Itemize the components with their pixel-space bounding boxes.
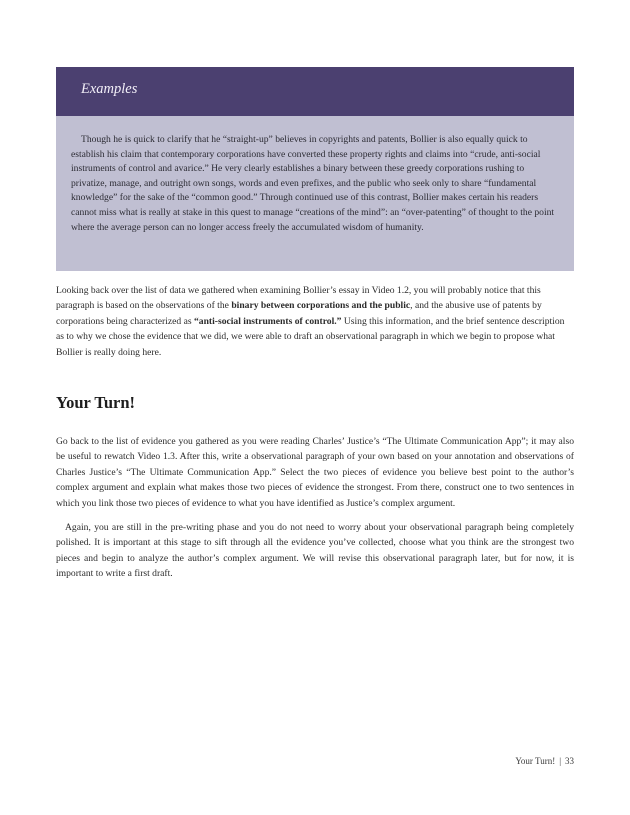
analysis-emphasis-binary: binary between corporations and the public <box>231 300 411 312</box>
examples-title: Examples <box>81 81 138 97</box>
page-footer <box>515 756 574 766</box>
examples-box <box>56 67 574 271</box>
analysis-text-3: Using this information, and the brief sentence description as to why we chose the evidence that we did, we were able to draft an observational paragraph in which we begin to propose what Bollier is really doing here. <box>56 315 565 358</box>
analysis-emphasis-quote: “anti-social instruments of control.” <box>193 315 342 327</box>
footer-section: Your Turn! <box>515 756 556 766</box>
examples-header <box>56 67 574 116</box>
your-turn-heading: Your Turn! <box>56 393 136 412</box>
analysis-text-2: , and the abusive use of patents by corporations being characterized as <box>56 300 542 327</box>
analysis-paragraph <box>56 283 574 360</box>
analysis-text-1: Looking back over the list of data we gathered when examining Bollier’s essay in Video 1.2, you will probably notice that this paragraph is based on the observations of the <box>56 285 541 312</box>
footer-separator: | <box>559 756 561 766</box>
examples-text: Though he is quick to clarify that he “straight-up” believes in copyrights and patents, Bollier is also equally quick to establish his claim that contemporary corporations have converted these property rights and claims into “crude, anti-social instruments of control and avarice.” He very clearly establishes a binary between these greedy corporations rushing to privatize, manage, and outright own songs, words and even prefixes, and the public who seek only to share “fundamental knowledge” for the sake of the “common good.” Through continued use of this contrast, Bollier makes certain his readers cannot miss what is really at stake in this quest to manage “creations of the mind”: an “over-patenting” of thought to the point where the average person can no longer access freely the accumulated wisdom of humanity. <box>71 134 555 233</box>
your-turn-paragraph-2: Again, you are still in the pre-writing phase and you do not need to worry about your observational paragraph being completely polished. It is important at this stage to sift through all the evidence you’ve collected, choose what you think are the strongest two pieces and begin to analyze the author’s complex argument. We will revise this observational paragraph later, but for now, it is important to write a first draft. <box>56 522 574 580</box>
page-number: 33 <box>565 756 574 766</box>
your-turn-paragraph-1: Go back to the list of evidence you gathered as you were reading Charles’ Justice’s “The Ultimate Communication App”; it may also be useful to rewatch Video 1.3. After this, write a observational paragraph of your own based on your annotation and observations of Charles Justice’s “The Ultimate Communication App.” Select the two pieces of evidence you believe best point to the author’s complex argument and explain what makes those two pieces of evidence the strongest. From there, construct one to two sentences in which you link those two pieces of evidence to what you have identified as Justice’s complex argument. <box>56 436 574 509</box>
